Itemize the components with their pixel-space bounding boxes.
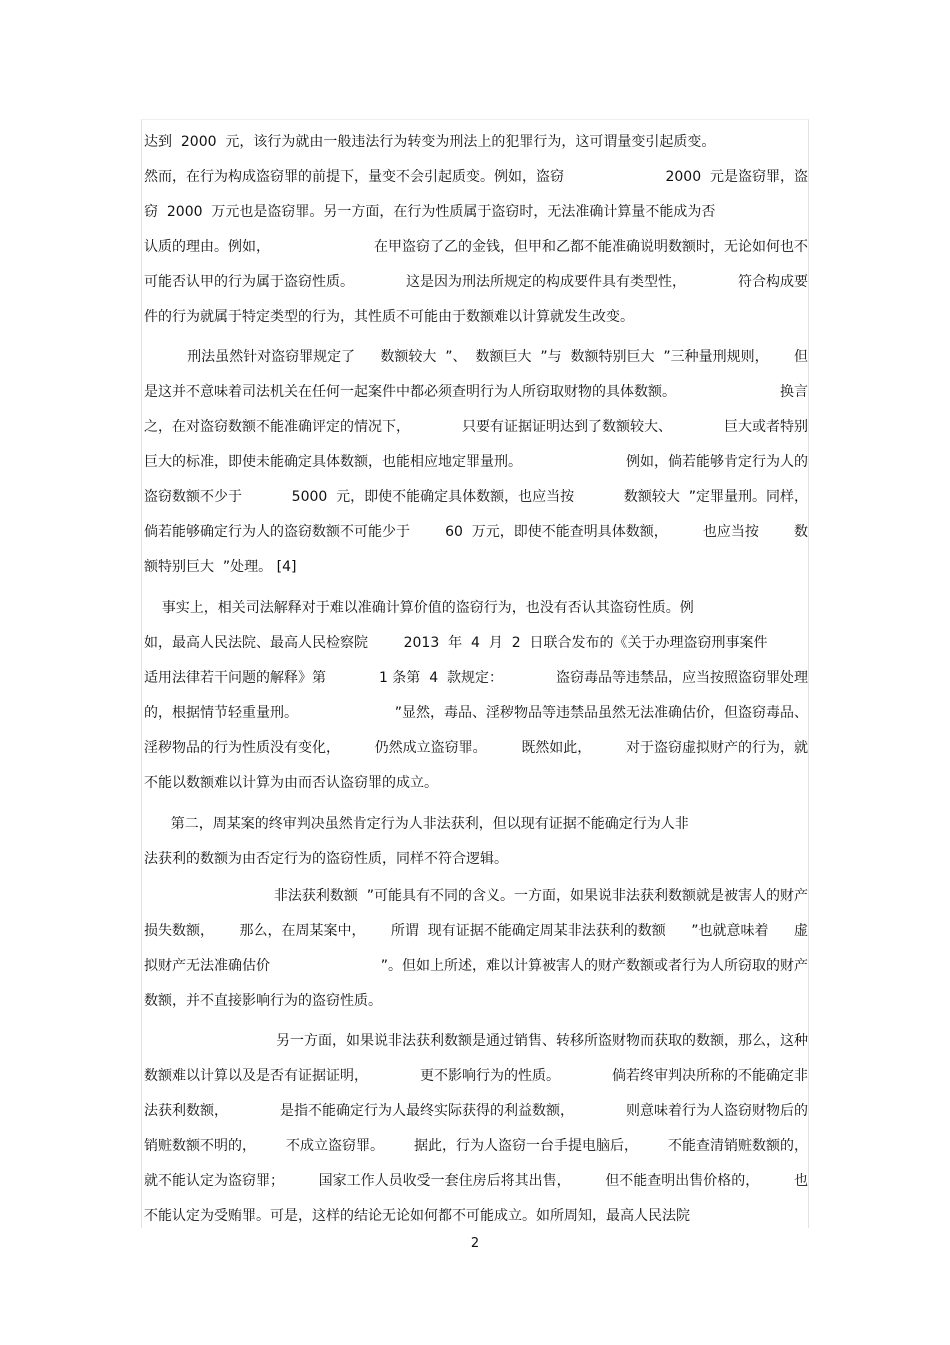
text-segment: 符合构成要 bbox=[738, 274, 808, 290]
text-segment: 之，在对盗窃数额不能准确评定的情况下， bbox=[144, 419, 410, 435]
text-line: 不能以数额难以计算为由而否认盗窃罪的成立。 bbox=[144, 775, 438, 791]
text-segment: 数 bbox=[794, 524, 808, 540]
text-line bbox=[144, 417, 808, 437]
text-segment: 倘若能够确定行为人的盗窃数额不可能少于 bbox=[144, 524, 410, 540]
text-segment: 但 bbox=[793, 349, 808, 365]
text-segment: 倘若终审判决所称的不能确定非 bbox=[612, 1068, 808, 1084]
text-line: 事实上，相关司法解释对于难以准确计算价值的盗窃行为，也没有否认其盗窃性质。例 bbox=[144, 600, 694, 616]
text-line bbox=[144, 1136, 808, 1156]
text-line bbox=[144, 668, 808, 688]
text-segment: 巨大的标准，即使未能确定具体数额，也能相应地定罪量刑。 bbox=[144, 454, 522, 470]
text-line: 窃 2000 万元也是盗窃罪。另一方面，在行为性质属于盗窃时，无法准确计算量不能成为否 bbox=[144, 204, 716, 220]
text-line: 额特别巨大 ”处理。 [4] bbox=[144, 559, 297, 575]
text-segment: 所谓 现有证据不能确定周某非法获利的数额 bbox=[390, 923, 666, 939]
text-segment: 淫秽物品的行为性质没有变化， bbox=[144, 740, 340, 756]
text-segment: 也 bbox=[793, 1173, 808, 1189]
text-segment bbox=[144, 886, 171, 906]
text-segment: 可能否认甲的行为属于盗窃性质。 bbox=[144, 274, 354, 290]
text-segment: 2000 元是盗窃罪，盗 bbox=[665, 169, 808, 185]
text-line: 不能认定为受贿罪。可是，这样的结论无论如何都不可能成立。如所周知，最高人民法院 bbox=[144, 1208, 690, 1224]
text-segment: 数额难以计算以及是否有证据证明， bbox=[144, 1068, 368, 1084]
text-segment: 据此，行为人盗窃一台手提电脑后， bbox=[414, 1138, 638, 1154]
text-segment: 对于盗窃虚拟财产的行为，就 bbox=[625, 740, 808, 756]
text-segment: 刑法虽然针对盗窃罪规定了 bbox=[187, 349, 356, 365]
text-segment: 是这并不意味着司法机关在任何一起案件中都必须查明行为人所窃取财物的具体数额。 bbox=[144, 384, 676, 400]
text-line: 如，最高人民法院、最高人民检察院 2013 年 4 月 2 日联合发布的《关于办理盗窃刑事案件 bbox=[144, 635, 768, 651]
text-segment: 在甲盗窃了乙的金钱，但甲和乙都不能准确说明数额时，无论如何也不 bbox=[374, 239, 808, 255]
text-segment: 然而，在行为构成盗窃罪的前提下，量变不会引起质变。例如，盗窃 bbox=[144, 169, 564, 185]
text-segment: 例如，倘若能够肯定行为人的 bbox=[626, 454, 808, 470]
text-line bbox=[144, 167, 808, 187]
text-segment: 则意味着行为人盗窃财物后的 bbox=[626, 1103, 808, 1119]
text-segment: 认质的理由。例如， bbox=[144, 239, 270, 255]
text-segment: 适用法律若干问题的解释》第 bbox=[144, 670, 326, 686]
text-line bbox=[144, 1101, 808, 1121]
page-number: 2 bbox=[470, 1236, 480, 1251]
text-segment: 非法获利数额 ”可能具有不同的含义。一方面，如果说非法获利数额就是被害人的财产 bbox=[273, 888, 808, 904]
text-line bbox=[144, 956, 808, 976]
text-segment: 1 条第 4 款规定： bbox=[378, 670, 504, 686]
text-segment: 数额较大 ”定罪量刑。同样， bbox=[623, 489, 808, 505]
text-line bbox=[144, 347, 808, 367]
text-line: 数额，并不直接影响行为的盗窃性质。 bbox=[144, 993, 382, 1009]
text-line bbox=[144, 886, 808, 906]
text-line: 达到 2000 元，该行为就由一般违法行为转变为刑法上的犯罪行为，这可谓量变引起质变。 bbox=[144, 134, 716, 150]
text-line bbox=[144, 272, 808, 292]
text-line: 法获利的数额为由否定行为的盗窃性质，同样不符合逻辑。 bbox=[144, 851, 508, 867]
text-segment: 不成立盗窃罪。 bbox=[286, 1138, 384, 1154]
text-line bbox=[144, 522, 808, 542]
text-line bbox=[144, 452, 808, 472]
text-line bbox=[144, 703, 808, 723]
text-segment: ”显然，毒品、淫秽物品等违禁品虽然无法准确估价，但盗窃毒品、 bbox=[394, 705, 808, 721]
text-segment bbox=[144, 1031, 162, 1051]
text-segment: 另一方面，如果说非法获利数额是通过销售、转移所盗财物而获取的数额，那么，这种 bbox=[276, 1033, 808, 1049]
text-segment: 不能查清销赃数额的， bbox=[668, 1138, 808, 1154]
text-line bbox=[144, 1031, 808, 1051]
text-segment: 更不影响行为的性质。 bbox=[420, 1068, 560, 1084]
text-segment: 那么，在周某案中， bbox=[239, 923, 366, 939]
text-segment: 只要有证据证明达到了数额较大、 bbox=[462, 419, 672, 435]
text-segment: 销赃数额不明的， bbox=[144, 1138, 256, 1154]
text-segment: ”。但如上所述，难以计算被害人的财产数额或者行为人所窃取的财产 bbox=[380, 958, 808, 974]
text-line bbox=[144, 382, 808, 402]
text-segment: 盗窃数额不少于 bbox=[144, 489, 242, 505]
text-segment: 巨大或者特别 bbox=[724, 419, 808, 435]
text-line bbox=[144, 237, 808, 257]
text-segment: 5000 元，即使不能确定具体数额，也应当按 bbox=[291, 489, 575, 505]
text-line bbox=[144, 738, 808, 758]
text-segment: 数额较大 ”、 数额巨大 ”与 数额特别巨大 ”三种量刑规则， bbox=[380, 349, 769, 365]
text-segment: 的，根据情节轻重量刑。 bbox=[144, 705, 298, 721]
text-segment: 法获利数额， bbox=[144, 1103, 228, 1119]
text-segment: 但不能查明出售价格的， bbox=[605, 1173, 760, 1189]
text-line bbox=[144, 921, 808, 941]
text-line: 第二，周某案的终审判决虽然肯定行为人非法获利，但以现有证据不能确定行为人非 bbox=[144, 816, 689, 832]
text-segment: 仍然成立盗窃罪。 bbox=[374, 740, 487, 756]
text-line bbox=[144, 1066, 808, 1086]
text-segment: 盗窃毒品等违禁品，应当按照盗窃罪处理 bbox=[555, 670, 808, 686]
text-segment bbox=[144, 347, 162, 367]
text-segment: 是指不能确定行为人最终实际获得的利益数额， bbox=[280, 1103, 574, 1119]
text-line bbox=[144, 487, 808, 507]
text-segment: ”也就意味着 bbox=[691, 923, 769, 939]
text-segment: 拟财产无法准确估价 bbox=[144, 958, 270, 974]
text-segment: 也应当按 bbox=[702, 524, 759, 540]
text-line bbox=[144, 1171, 808, 1191]
text-segment: 这是因为刑法所规定的构成要件具有类型性， bbox=[406, 274, 686, 290]
text-segment: 就不能认定为盗窃罪； bbox=[144, 1173, 284, 1189]
text-segment: 损失数额， bbox=[144, 923, 214, 939]
text-segment: 国家工作人员收受一套住房后将其出售， bbox=[318, 1173, 571, 1189]
text-segment: 既然如此， bbox=[521, 740, 592, 756]
text-line: 件的行为就属于特定类型的行为，其性质不可能由于数额难以计算就发生改变。 bbox=[144, 309, 634, 325]
text-segment: 60 万元，即使不能查明具体数额， bbox=[445, 524, 668, 540]
text-segment: 换言 bbox=[780, 384, 808, 400]
text-segment: 虚 bbox=[793, 923, 808, 939]
